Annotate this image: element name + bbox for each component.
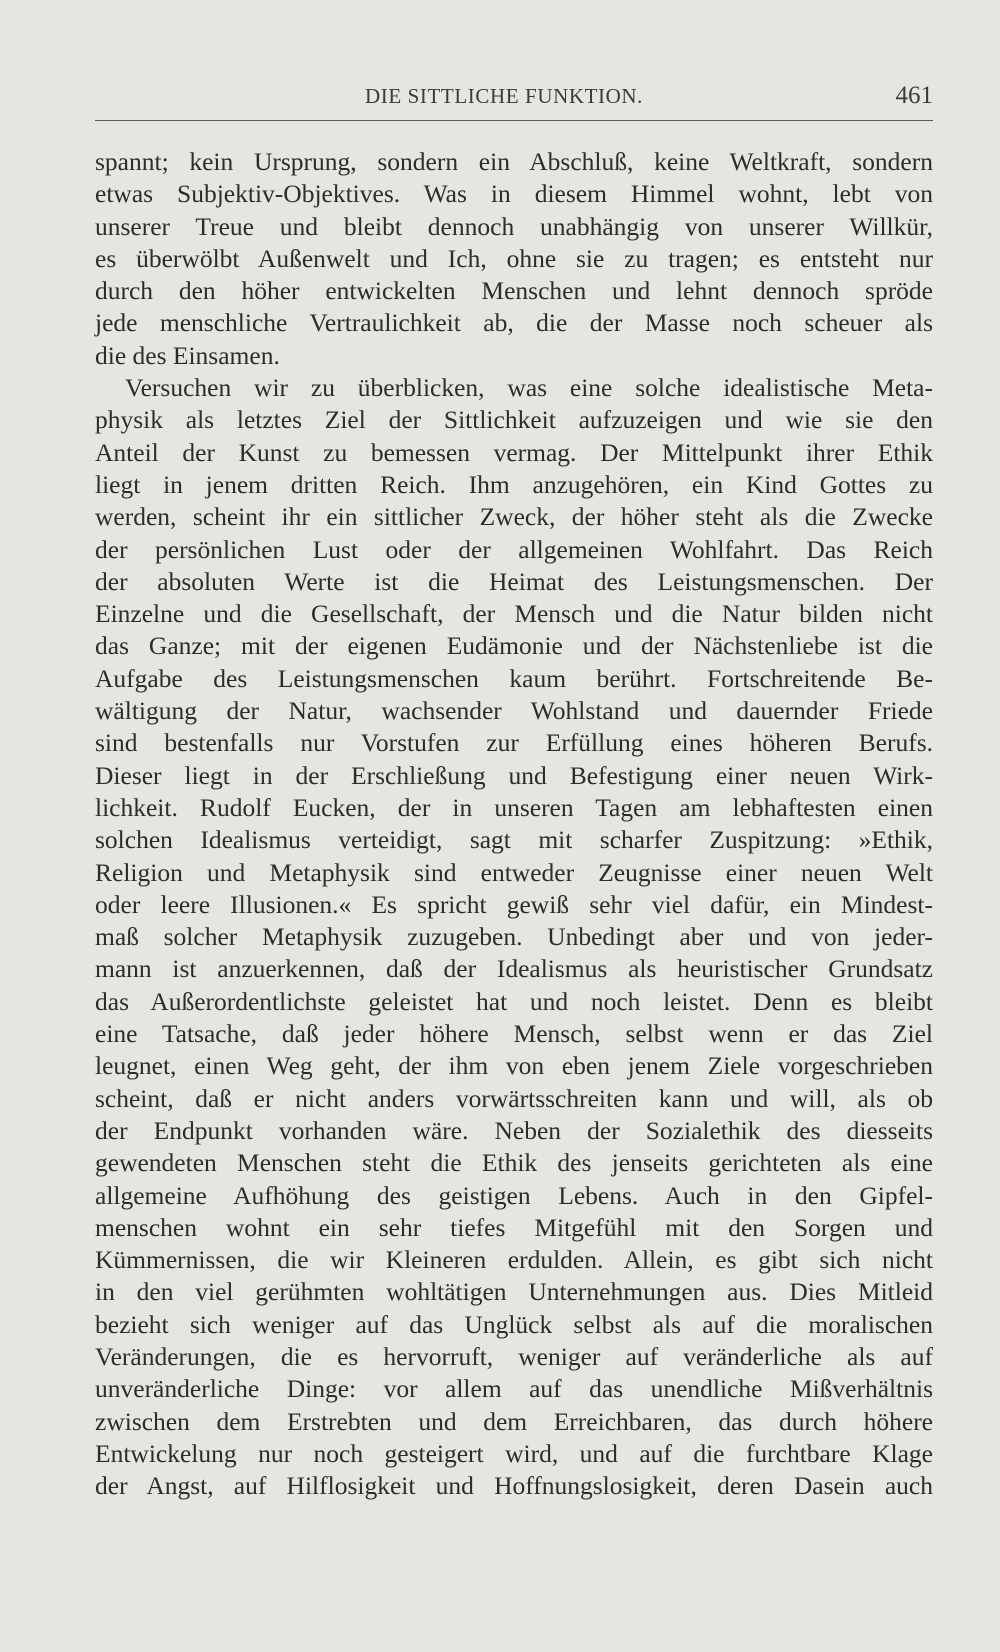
text-line: Dieser liegt in der Erschließung und Befestigung einer neuen Wirk-: [95, 760, 933, 790]
text-line: werden, scheint ihr ein sittlicher Zweck, der höher steht als die Zwecke: [95, 502, 933, 532]
text-line: der absoluten Werte ist die Heimat des Leistungsmenschen. Der: [95, 566, 933, 596]
text-line: Aufgabe des Leistungsmenschen kaum berührt. Fortschreitende Be-: [95, 663, 933, 693]
paragraph-start-line: Versuchen wir zu überblicken, was eine solche idealistische Meta-: [125, 373, 933, 403]
text-line: der Endpunkt vorhanden wäre. Neben der Sozialethik des diesseits: [95, 1115, 933, 1145]
text-line: etwas Subjektiv-Objektives. Was in diesem Himmel wohnt, lebt von: [95, 179, 933, 209]
text-line: Einzelne und die Gesellschaft, der Mensch und die Natur bilden nicht: [95, 599, 933, 629]
text-line: in den viel gerühmten wohltätigen Unternehmungen aus. Dies Mitleid: [95, 1277, 933, 1307]
text-line: maß solcher Metaphysik zuzugeben. Unbedingt aber und von jeder-: [95, 922, 933, 952]
text-line: leugnet, einen Weg geht, der ihm von eben jenem Ziele vorgeschrieben: [95, 1051, 933, 1081]
text-line: es überwölbt Außenwelt und Ich, ohne sie zu tragen; es entsteht nur: [95, 243, 933, 273]
text-line: die des Einsamen.: [95, 340, 280, 370]
text-line: physik als letztes Ziel der Sittlichkeit aufzuzeigen und wie sie den: [95, 405, 933, 435]
text-line: wältigung der Natur, wachsender Wohlstand und dauernder Friede: [95, 696, 933, 726]
text-line: menschen wohnt ein sehr tiefes Mitgefühl mit den Sorgen und: [95, 1212, 933, 1242]
text-line: der Angst, auf Hilflosigkeit und Hoffnungslosigkeit, deren Dasein auch: [95, 1471, 933, 1501]
text-line: solchen Idealismus verteidigt, sagt mit scharfer Zuspitzung: »Ethik,: [95, 825, 933, 855]
chapter-title: DIE SITTLICHE FUNKTION.: [365, 84, 644, 108]
text-line: scheint, daß er nicht anders vorwärtsschreiten kann und will, als ob: [95, 1083, 933, 1113]
text-line: zwischen dem Erstrebten und dem Erreichbaren, das durch höhere: [95, 1406, 933, 1436]
text-line: sind bestenfalls nur Vorstufen zur Erfüllung eines höheren Berufs.: [95, 728, 933, 758]
text-line: gewendeten Menschen steht die Ethik des jenseits gerichteten als eine: [95, 1148, 933, 1178]
text-line: durch den höher entwickelten Menschen und lehnt dennoch spröde: [95, 276, 933, 306]
text-line: das Außerordentlichste geleistet hat und noch leistet. Denn es bleibt: [95, 986, 933, 1016]
text-line: der persönlichen Lust oder der allgemeinen Wohlfahrt. Das Reich: [95, 534, 933, 564]
text-line: oder leere Illusionen.« Es spricht gewiß sehr viel dafür, ein Mindest-: [95, 889, 933, 919]
text-line: unveränderliche Dinge: vor allem auf das unendliche Mißverhältnis: [95, 1374, 933, 1404]
text-line: Entwickelung nur noch gesteigert wird, und auf die furchtbare Klage: [95, 1438, 933, 1468]
text-line: Anteil der Kunst zu bemessen vermag. Der Mittelpunkt ihrer Ethik: [95, 437, 933, 467]
page-number: 461: [895, 82, 933, 109]
text-line: Religion und Metaphysik sind entweder Zeugnisse einer neuen Welt: [95, 857, 933, 887]
text-line: lichkeit. Rudolf Eucken, der in unseren Tagen am lebhaftesten einen: [95, 792, 933, 822]
text-line: jede menschliche Vertraulichkeit ab, die der Masse noch scheuer als: [95, 308, 933, 338]
text-line: Kümmernissen, die wir Kleineren erdulden. Allein, es gibt sich nicht: [95, 1245, 933, 1275]
text-line: liegt in jenem dritten Reich. Ihm anzugehören, ein Kind Gottes zu: [95, 469, 933, 499]
text-line: spannt; kein Ursprung, sondern ein Abschluß, keine Weltkraft, sondern: [95, 147, 933, 176]
running-header: [95, 80, 933, 121]
text-line: mann ist anzuerkennen, daß der Idealismus als heuristischer Grundsatz: [95, 954, 933, 984]
text-line: Veränderungen, die es hervorruft, weniger auf veränderliche als auf: [95, 1341, 933, 1371]
body-text: [95, 146, 933, 1502]
text-line: allgemeine Aufhöhung des geistigen Lebens. Auch in den Gipfel-: [95, 1180, 933, 1210]
text-line: bezieht sich weniger auf das Unglück selbst als auf die moralischen: [95, 1309, 933, 1339]
text-line: unserer Treue und bleibt dennoch unabhängig von unserer Willkür,: [95, 211, 933, 241]
text-line: eine Tatsache, daß jeder höhere Mensch, selbst wenn er das Ziel: [95, 1019, 933, 1049]
text-line: das Ganze; mit der eigenen Eudämonie und der Nächstenliebe ist die: [95, 631, 933, 661]
